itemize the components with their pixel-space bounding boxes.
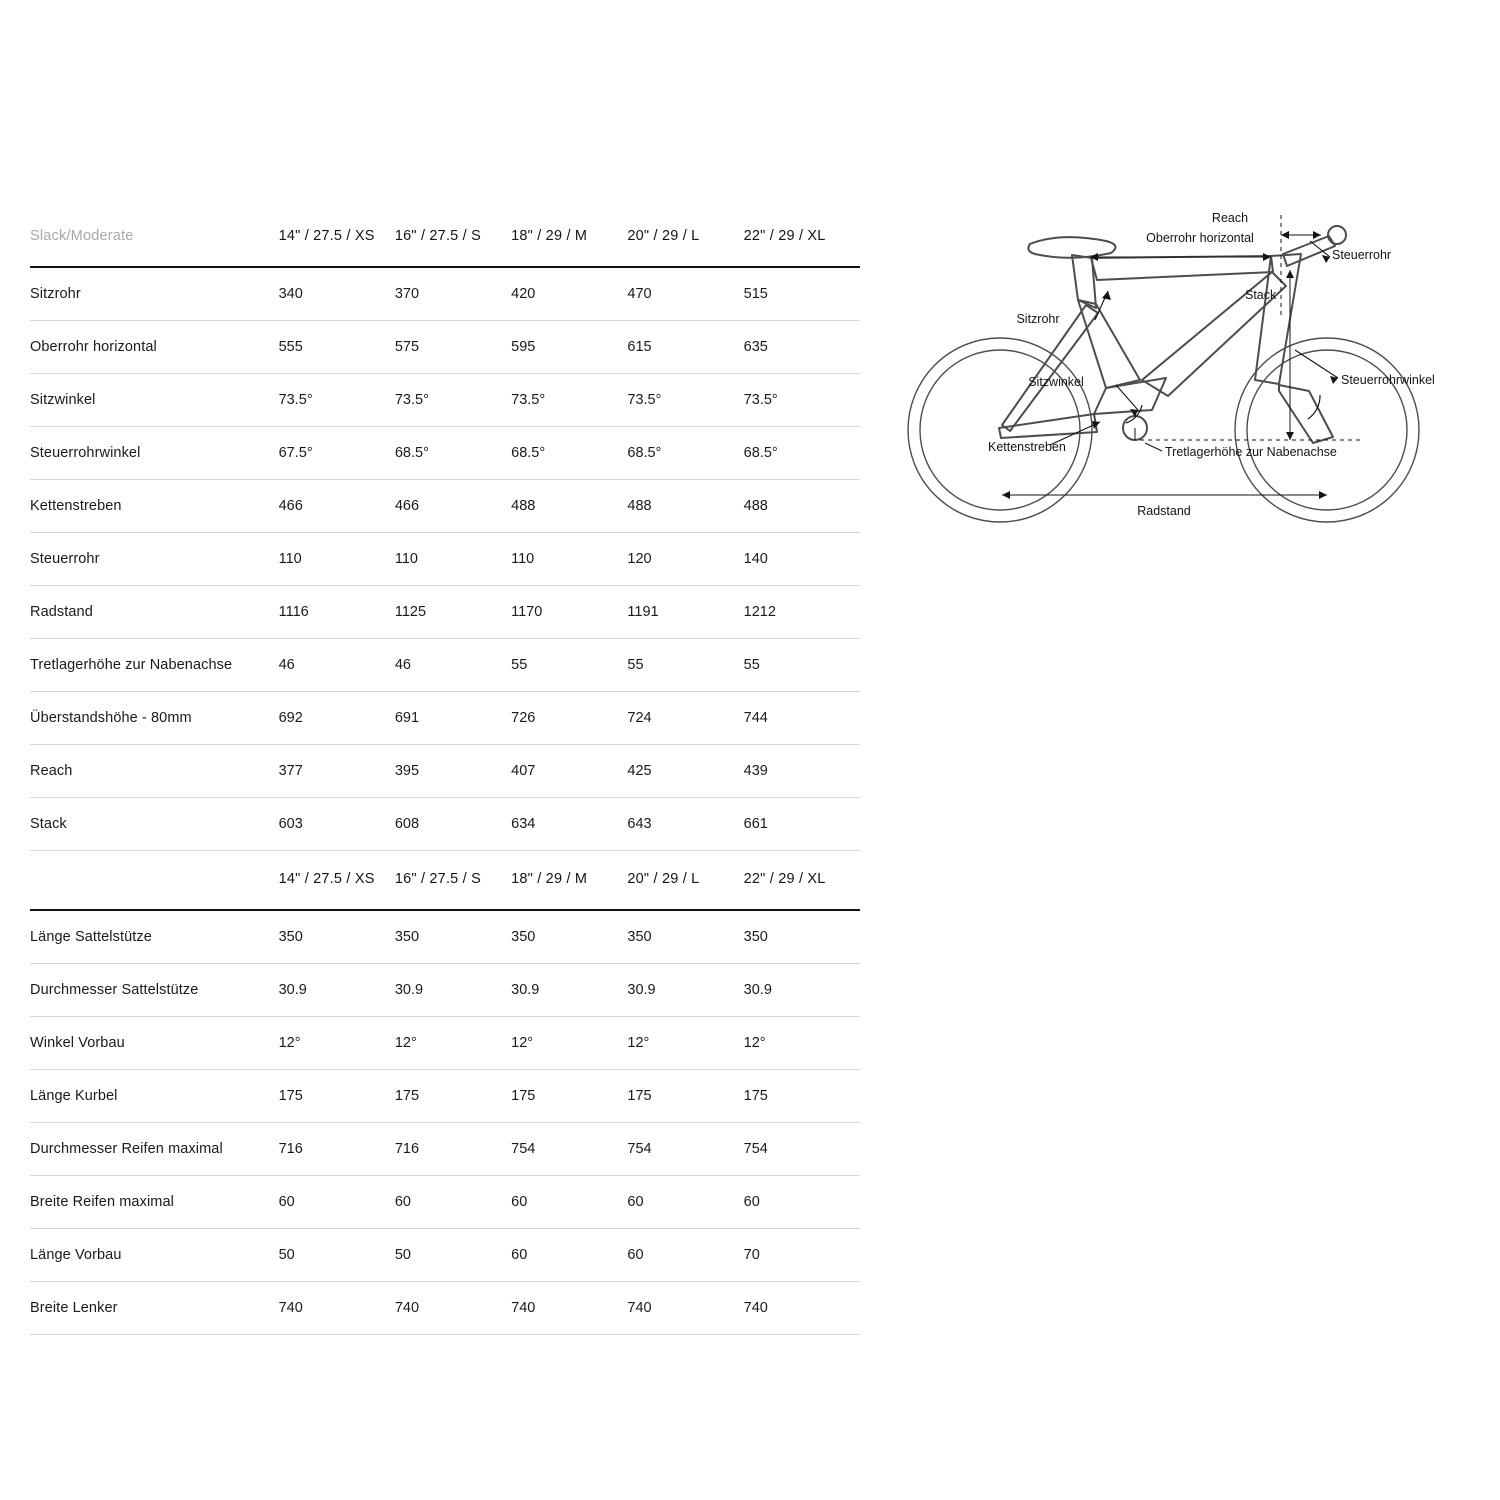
row-value: 350 — [627, 910, 743, 964]
row-value: 420 — [511, 267, 627, 321]
row-value: 377 — [279, 745, 395, 798]
row-value: 724 — [627, 692, 743, 745]
row-value: 60 — [279, 1176, 395, 1229]
row-value: 608 — [395, 798, 511, 851]
row-value: 350 — [279, 910, 395, 964]
row-value: 488 — [511, 480, 627, 533]
row-value: 68.5° — [627, 427, 743, 480]
row-value: 60 — [395, 1176, 511, 1229]
row-value: 60 — [744, 1176, 860, 1229]
section-title: Slack/Moderate — [30, 208, 279, 267]
row-value: 740 — [627, 1282, 743, 1335]
table-row — [30, 374, 860, 427]
row-value: 1191 — [627, 586, 743, 639]
row-value: 110 — [279, 533, 395, 586]
row-value: 488 — [744, 480, 860, 533]
row-label: Winkel Vorbau — [30, 1017, 279, 1070]
leader-steuerrohrwinkel — [1295, 350, 1338, 378]
row-value: 12° — [744, 1017, 860, 1070]
row-value: 30.9 — [511, 964, 627, 1017]
label-oberrohr-horizontal: Oberrohr horizontal — [1146, 231, 1254, 245]
label-kettenstreben: Kettenstreben — [988, 440, 1066, 454]
size-header-l: 20" / 29 / L — [627, 208, 743, 267]
table-row — [30, 267, 860, 321]
row-value: 30.9 — [627, 964, 743, 1017]
row-value: 740 — [511, 1282, 627, 1335]
handlebar — [1328, 226, 1346, 244]
row-value: 716 — [279, 1123, 395, 1176]
row-value: 12° — [627, 1017, 743, 1070]
row-value: 716 — [395, 1123, 511, 1176]
row-value: 350 — [511, 910, 627, 964]
row-value: 60 — [627, 1176, 743, 1229]
arrow-stack-top — [1286, 270, 1294, 278]
row-value: 12° — [395, 1017, 511, 1070]
row-value: 110 — [395, 533, 511, 586]
label-sitzrohr: Sitzrohr — [1016, 312, 1060, 326]
table-row — [30, 586, 860, 639]
arrow-wheelbase-right — [1319, 491, 1327, 499]
geometry-table — [30, 208, 860, 1335]
row-value: 12° — [279, 1017, 395, 1070]
row-value: 55 — [627, 639, 743, 692]
label-sitzwinkel: Sitzwinkel — [1028, 375, 1084, 389]
row-value: 50 — [395, 1229, 511, 1282]
label-radstand: Radstand — [1137, 504, 1191, 518]
row-label: Reach — [30, 745, 279, 798]
row-label: Sitzrohr — [30, 267, 279, 321]
row-value: 515 — [744, 267, 860, 321]
size-header-m: 18" / 29 / M — [511, 208, 627, 267]
size-header-xl: 22" / 29 / XL — [744, 208, 860, 267]
row-value: 425 — [627, 745, 743, 798]
row-label: Länge Kurbel — [30, 1070, 279, 1123]
row-value: 1212 — [744, 586, 860, 639]
row-value: 488 — [627, 480, 743, 533]
front-wheel-outer — [1235, 338, 1419, 522]
size-header-xl: 22" / 29 / XL — [744, 851, 860, 911]
row-value: 70 — [744, 1229, 860, 1282]
size-header-xs: 14" / 27.5 / XS — [279, 208, 395, 267]
row-value: 12° — [511, 1017, 627, 1070]
row-label: Breite Lenker — [30, 1282, 279, 1335]
row-label: Durchmesser Sattelstütze — [30, 964, 279, 1017]
row-value: 68.5° — [395, 427, 511, 480]
size-header-s: 16" / 27.5 / S — [395, 208, 511, 267]
size-header-l: 20" / 29 / L — [627, 851, 743, 911]
table-row — [30, 1070, 860, 1123]
table-row — [30, 692, 860, 745]
row-value: 407 — [511, 745, 627, 798]
table-row — [30, 321, 860, 374]
row-value: 740 — [279, 1282, 395, 1335]
table-header-row-2 — [30, 851, 860, 911]
row-value: 740 — [395, 1282, 511, 1335]
table-row — [30, 1229, 860, 1282]
row-value: 73.5° — [511, 374, 627, 427]
row-label: Steuerrohr — [30, 533, 279, 586]
row-value: 754 — [511, 1123, 627, 1176]
row-value: 175 — [511, 1070, 627, 1123]
table-row — [30, 745, 860, 798]
label-tretlagerhoehe: Tretlagerhöhe zur Nabenachse — [1165, 445, 1337, 459]
row-label: Breite Reifen maximal — [30, 1176, 279, 1229]
row-value: 73.5° — [627, 374, 743, 427]
label-stack: Stack — [1245, 288, 1277, 302]
row-value: 395 — [395, 745, 511, 798]
row-value: 60 — [511, 1229, 627, 1282]
table-row — [30, 1176, 860, 1229]
row-value: 754 — [627, 1123, 743, 1176]
row-value: 350 — [744, 910, 860, 964]
stem — [1283, 236, 1335, 266]
row-value: 30.9 — [279, 964, 395, 1017]
table-header-row-1 — [30, 208, 860, 267]
row-value: 595 — [511, 321, 627, 374]
row-value: 691 — [395, 692, 511, 745]
arrow-wheelbase-left — [1002, 491, 1010, 499]
row-label: Steuerrohrwinkel — [30, 427, 279, 480]
row-value: 175 — [627, 1070, 743, 1123]
fork — [1279, 385, 1333, 443]
seat-tube — [1078, 300, 1140, 388]
row-value: 754 — [744, 1123, 860, 1176]
row-label: Durchmesser Reifen maximal — [30, 1123, 279, 1176]
arrow-sitzrohr — [1102, 291, 1111, 300]
bike-geometry-diagram — [890, 195, 1480, 555]
row-value: 68.5° — [511, 427, 627, 480]
row-value: 30.9 — [744, 964, 860, 1017]
row-value: 55 — [511, 639, 627, 692]
label-reach: Reach — [1211, 211, 1249, 225]
row-value: 60 — [511, 1176, 627, 1229]
row-value: 120 — [627, 533, 743, 586]
row-value: 46 — [279, 639, 395, 692]
row-value: 350 — [395, 910, 511, 964]
row-value: 73.5° — [279, 374, 395, 427]
table-row — [30, 427, 860, 480]
table-row — [30, 480, 860, 533]
leader-sitzwinkel — [1116, 385, 1138, 410]
top-tube — [1091, 256, 1273, 280]
label-steuerrohrwinkel: Steuerrohrwinkel — [1341, 373, 1435, 387]
row-value: 555 — [279, 321, 395, 374]
table-row — [30, 1017, 860, 1070]
row-value: 1116 — [279, 586, 395, 639]
row-value: 175 — [279, 1070, 395, 1123]
row-value: 140 — [744, 533, 860, 586]
row-value: 1125 — [395, 586, 511, 639]
table-row — [30, 910, 860, 964]
table-row — [30, 533, 860, 586]
row-value: 744 — [744, 692, 860, 745]
row-value: 60 — [627, 1229, 743, 1282]
row-value: 470 — [627, 267, 743, 321]
row-value: 643 — [627, 798, 743, 851]
row-value: 661 — [744, 798, 860, 851]
size-header-s: 16" / 27.5 / S — [395, 851, 511, 911]
row-value: 466 — [395, 480, 511, 533]
geometry-table-wrapper — [30, 208, 860, 1335]
row-value: 740 — [744, 1282, 860, 1335]
row-value: 30.9 — [395, 964, 511, 1017]
row-label: Sitzwinkel — [30, 374, 279, 427]
size-header-xs: 14" / 27.5 / XS — [279, 851, 395, 911]
row-value: 615 — [627, 321, 743, 374]
row-value: 68.5° — [744, 427, 860, 480]
row-label: Stack — [30, 798, 279, 851]
row-value: 73.5° — [744, 374, 860, 427]
size-header-m: 18" / 29 / M — [511, 851, 627, 911]
table-row — [30, 639, 860, 692]
arrow-reach-right — [1313, 231, 1321, 239]
row-value: 73.5° — [395, 374, 511, 427]
arrow-reach-left — [1281, 231, 1289, 239]
arrow-stack-bottom — [1286, 432, 1294, 440]
row-label: Überstandshöhe - 80mm — [30, 692, 279, 745]
row-label: Länge Vorbau — [30, 1229, 279, 1282]
row-value: 466 — [279, 480, 395, 533]
row-value: 55 — [744, 639, 860, 692]
row-value: 603 — [279, 798, 395, 851]
row-label: Radstand — [30, 586, 279, 639]
row-value: 50 — [279, 1229, 395, 1282]
row-value: 439 — [744, 745, 860, 798]
bike-diagram-svg — [890, 195, 1480, 555]
row-value: 370 — [395, 267, 511, 321]
row-value: 110 — [511, 533, 627, 586]
header-blank-cell — [30, 851, 279, 911]
table-row — [30, 1282, 860, 1335]
row-value: 46 — [395, 639, 511, 692]
row-label: Oberrohr horizontal — [30, 321, 279, 374]
row-value: 692 — [279, 692, 395, 745]
table-row — [30, 964, 860, 1017]
row-value: 575 — [395, 321, 511, 374]
row-label: Länge Sattelstütze — [30, 910, 279, 964]
row-value: 175 — [395, 1070, 511, 1123]
row-label: Kettenstreben — [30, 480, 279, 533]
table-row — [30, 1123, 860, 1176]
row-value: 726 — [511, 692, 627, 745]
row-label: Tretlagerhöhe zur Nabenachse — [30, 639, 279, 692]
row-value: 1170 — [511, 586, 627, 639]
row-value: 634 — [511, 798, 627, 851]
leader-tretlager — [1145, 443, 1162, 451]
table-row — [30, 798, 860, 851]
row-value: 340 — [279, 267, 395, 321]
row-value: 635 — [744, 321, 860, 374]
label-steuerrohr: Steuerrohr — [1332, 248, 1392, 262]
row-value: 67.5° — [279, 427, 395, 480]
row-value: 175 — [744, 1070, 860, 1123]
